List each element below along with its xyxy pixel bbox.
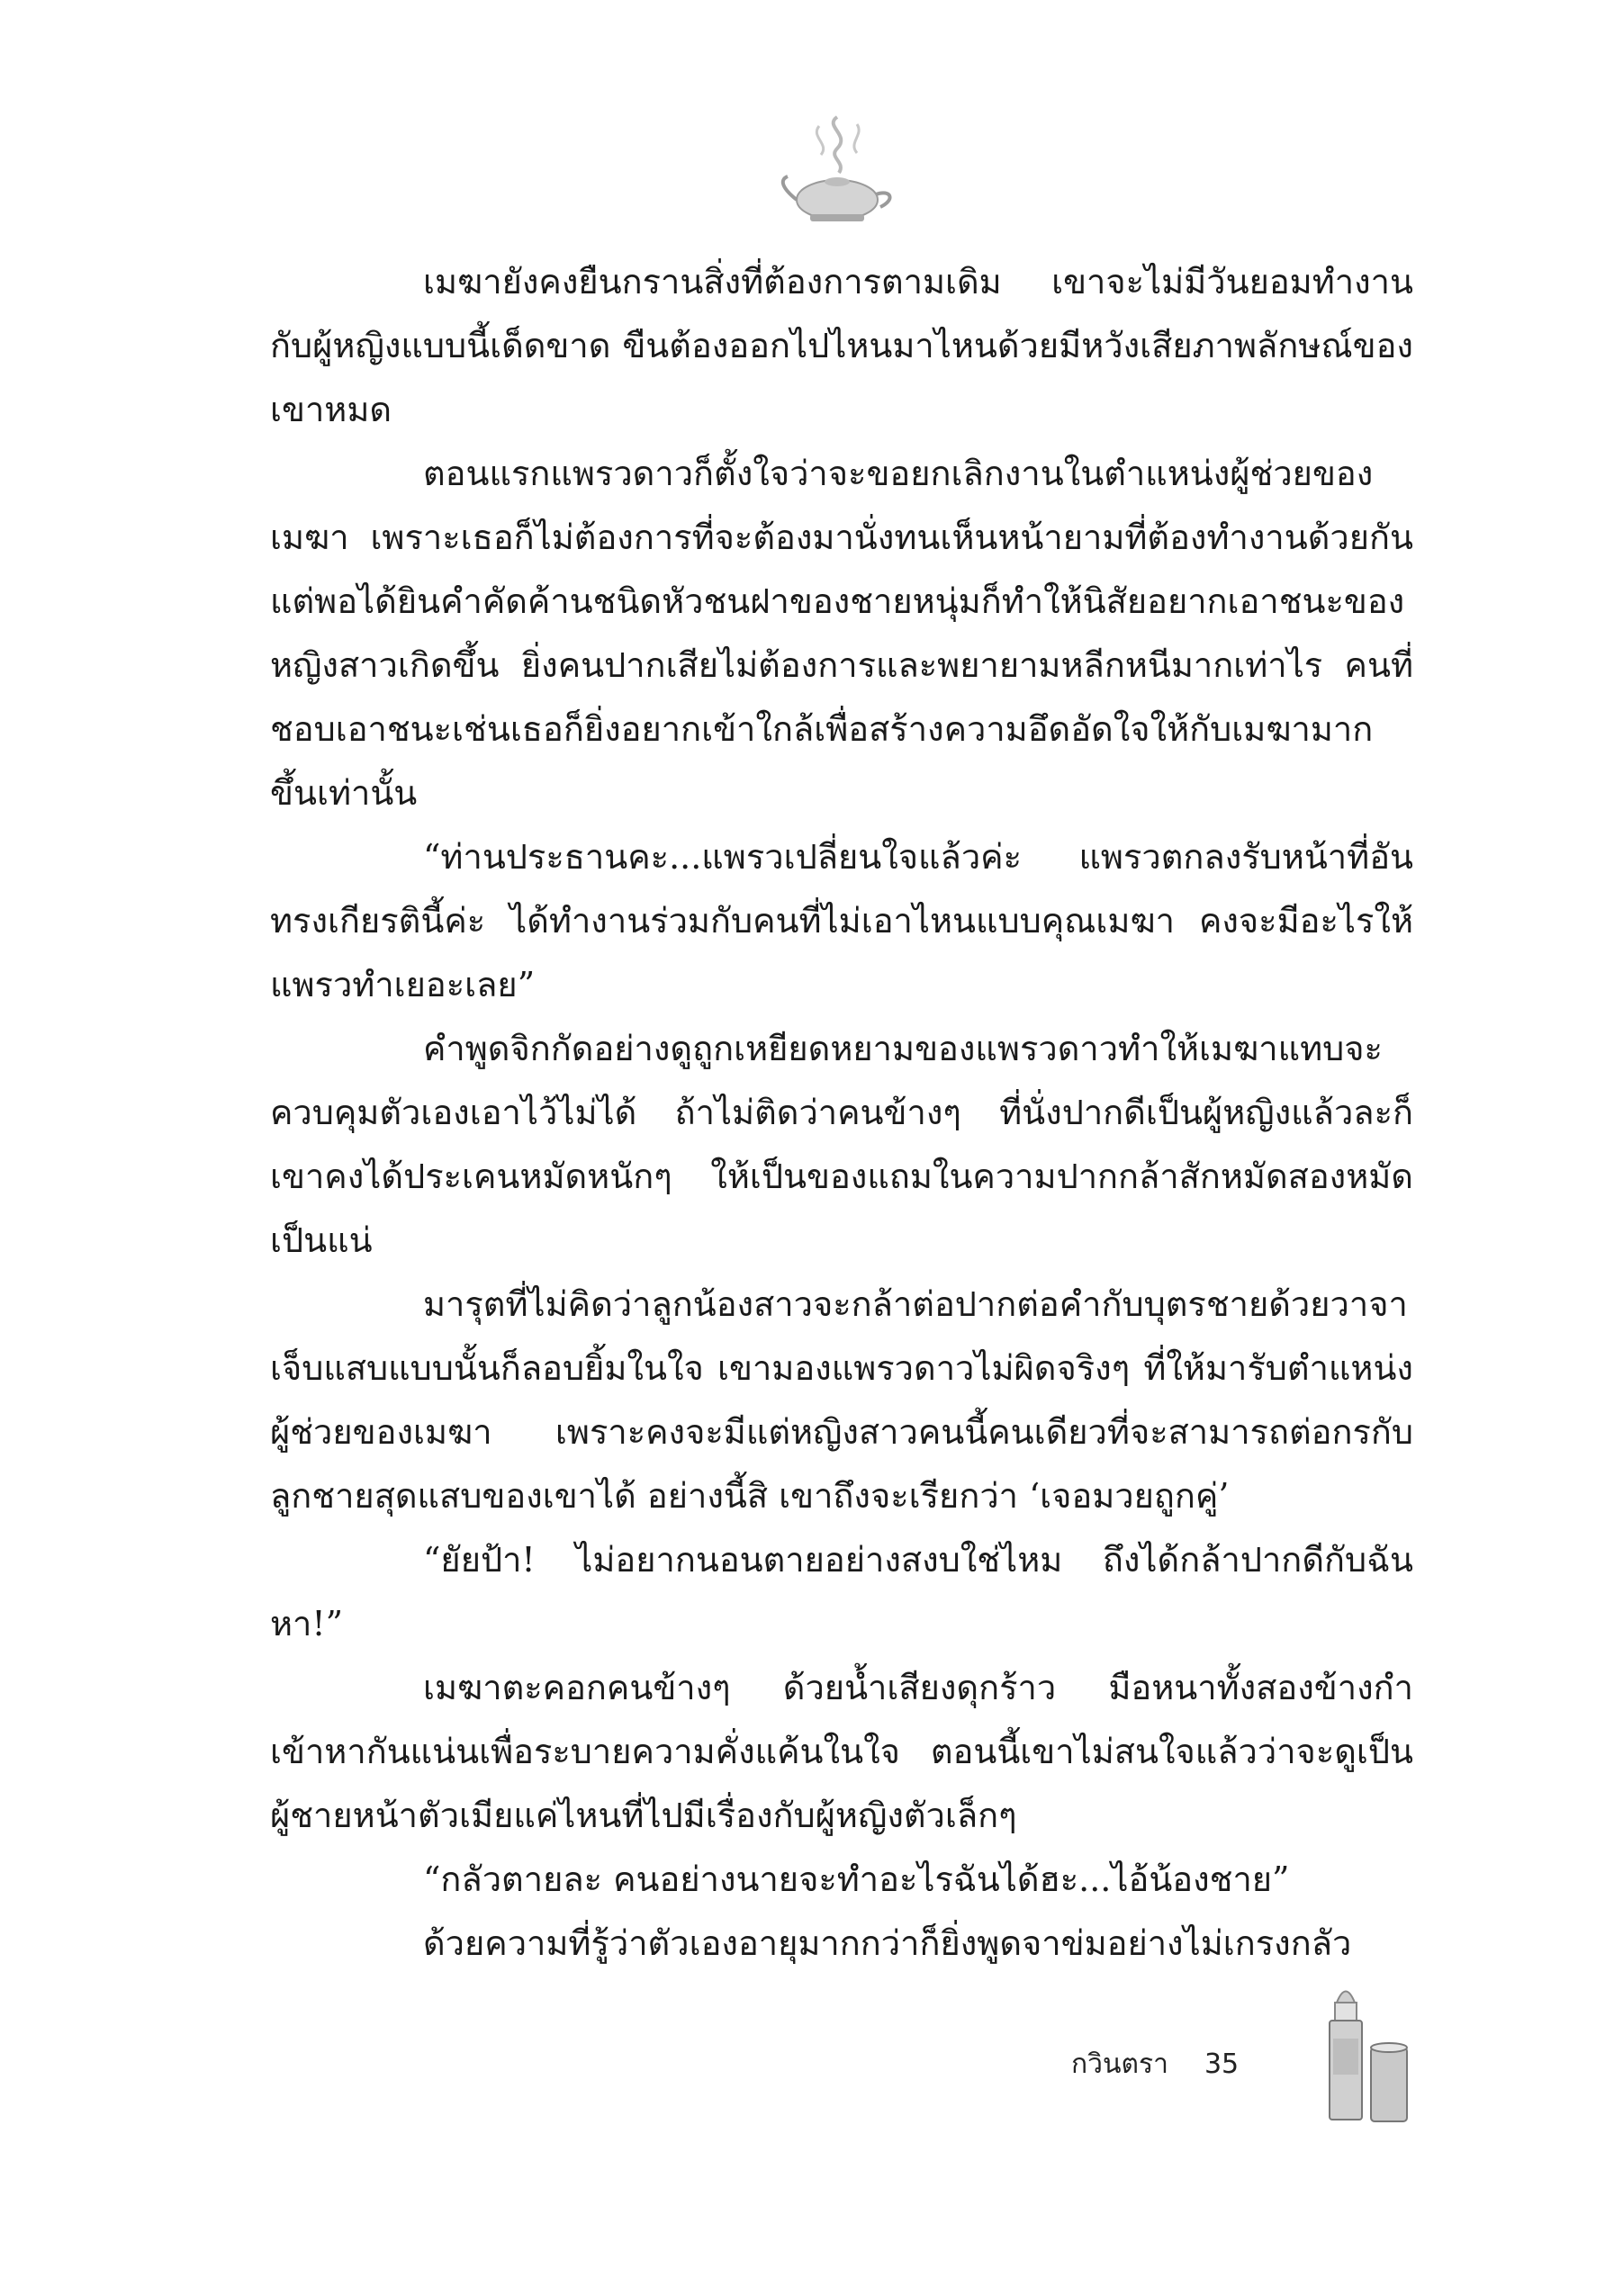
paragraph: เมฆาตะคอกคนข้างๆ ด้วยน้ำเสียงดุกร้าว มือหนาทั้งสองข้างกำเข้าหากันแน่นเพื่อระบายความคั่งแค้นในใจ ตอนนี้เขาไม่สนใจแล้วว่าจะดูเป็นผู้ชายหน้าตัวเมียแค่ไหนที่ไปมีเรื่องกับผู้หญิงตัวเล็กๆ xyxy=(270,1668,1413,1835)
lipstick-icon xyxy=(1310,1976,1427,2129)
paragraph: คำพูดจิกกัดอย่างดูถูกเหยียดหยามของแพรวดาวทำให้เมฆาแทบจะควบคุมตัวเองเอาไว้ไม่ได้ ถ้าไม่ติดว่าคนข้างๆ ที่นั่งปากดีเป็นผู้หญิงแล้วละก็ เขาคงได้ประเคนหมัดหนักๆ ให้เป็นของแถมในความปากกล้าสักหมัดสองหมัดเป็นแน่ xyxy=(270,1029,1413,1260)
teapot-with-steam-icon xyxy=(774,99,900,234)
page-number: 35 xyxy=(1204,2048,1240,2080)
paragraph: ด้วยความที่รู้ว่าตัวเองอายุมากกว่าก็ยิ่งพูดจาข่มอย่างไม่เกรงกลัว xyxy=(423,1923,1352,1963)
paragraph: “ท่านประธานคะ...แพรวเปลี่ยนใจแล้วค่ะ แพรวตกลงรับหน้าที่อันทรงเกียรตินี้ค่ะ ได้ทำงานร่วมกับคนที่ไม่เอาไหนแบบคุณเมฆา คงจะมีอะไรให้แพรวทำเยอะเลย” xyxy=(270,837,1413,1004)
author-name: กวินตรา xyxy=(1071,2048,1168,2080)
paragraph: ตอนแรกแพรวดาวก็ตั้งใจว่าจะขอยกเลิกงานในตำแหน่งผู้ช่วยของเมฆา เพราะเธอก็ไม่ต้องการที่จะต้องมานั่งทนเห็นหน้ายามที่ต้องทำงานด้วยกัน แต่พอได้ยินคำคัดค้านชนิดหัวชนฝาของชายหนุ่มก็ทำให้นิสัยอยากเอาชนะของหญิงสาวเกิดขึ้น ยิ่งคนปากเสียไม่ต้องการและพยายามหลีกหนีมากเท่าไร คนที่ชอบเอาชนะเช่นเธอก็ยิ่งอยากเข้าใกล้เพื่อสร้างความอึดอัดใจให้กับเมฆามากขึ้นเท่านั้น xyxy=(270,454,1413,813)
paragraph: เมฆายังคงยืนกรานสิ่งที่ต้องการตามเดิม เขาจะไม่มีวันยอมทำงานกับผู้หญิงแบบนี้เด็ดขาด ขืนต้องออกไปไหนมาไหนด้วยมีหวังเสียภาพลักษณ์ของเขาหมด xyxy=(270,262,1413,429)
paragraph: “กลัวตายละ คนอย่างนายจะทำอะไรฉันได้ฮะ...ไอ้น้องชาย” xyxy=(423,1859,1290,1899)
page-footer xyxy=(1071,2043,1239,2085)
paragraph: มารุตที่ไม่คิดว่าลูกน้องสาวจะกล้าต่อปากต่อคำกับบุตรชายด้วยวาจาเจ็บแสบแบบนั้นก็ลอบยิ้มในใจ เขามองแพรวดาวไม่ผิดจริงๆ ที่ให้มารับตำแหน่งผู้ช่วยของเมฆา เพราะคงจะมีแต่หญิงสาวคนนี้คนเดียวที่จะสามารถต่อกรกับลูกชายสุดแสบของเขาได้ อย่างนี้สิ เขาถึงจะเรียกว่า ‘เจอมวยถูกคู่’ xyxy=(270,1284,1413,1516)
body-text xyxy=(270,250,1413,1976)
paragraph: “ยัยป้า! ไม่อยากนอนตายอย่างสงบใช่ไหม ถึงได้กล้าปากดีกับฉันหา!” xyxy=(270,1540,1413,1643)
